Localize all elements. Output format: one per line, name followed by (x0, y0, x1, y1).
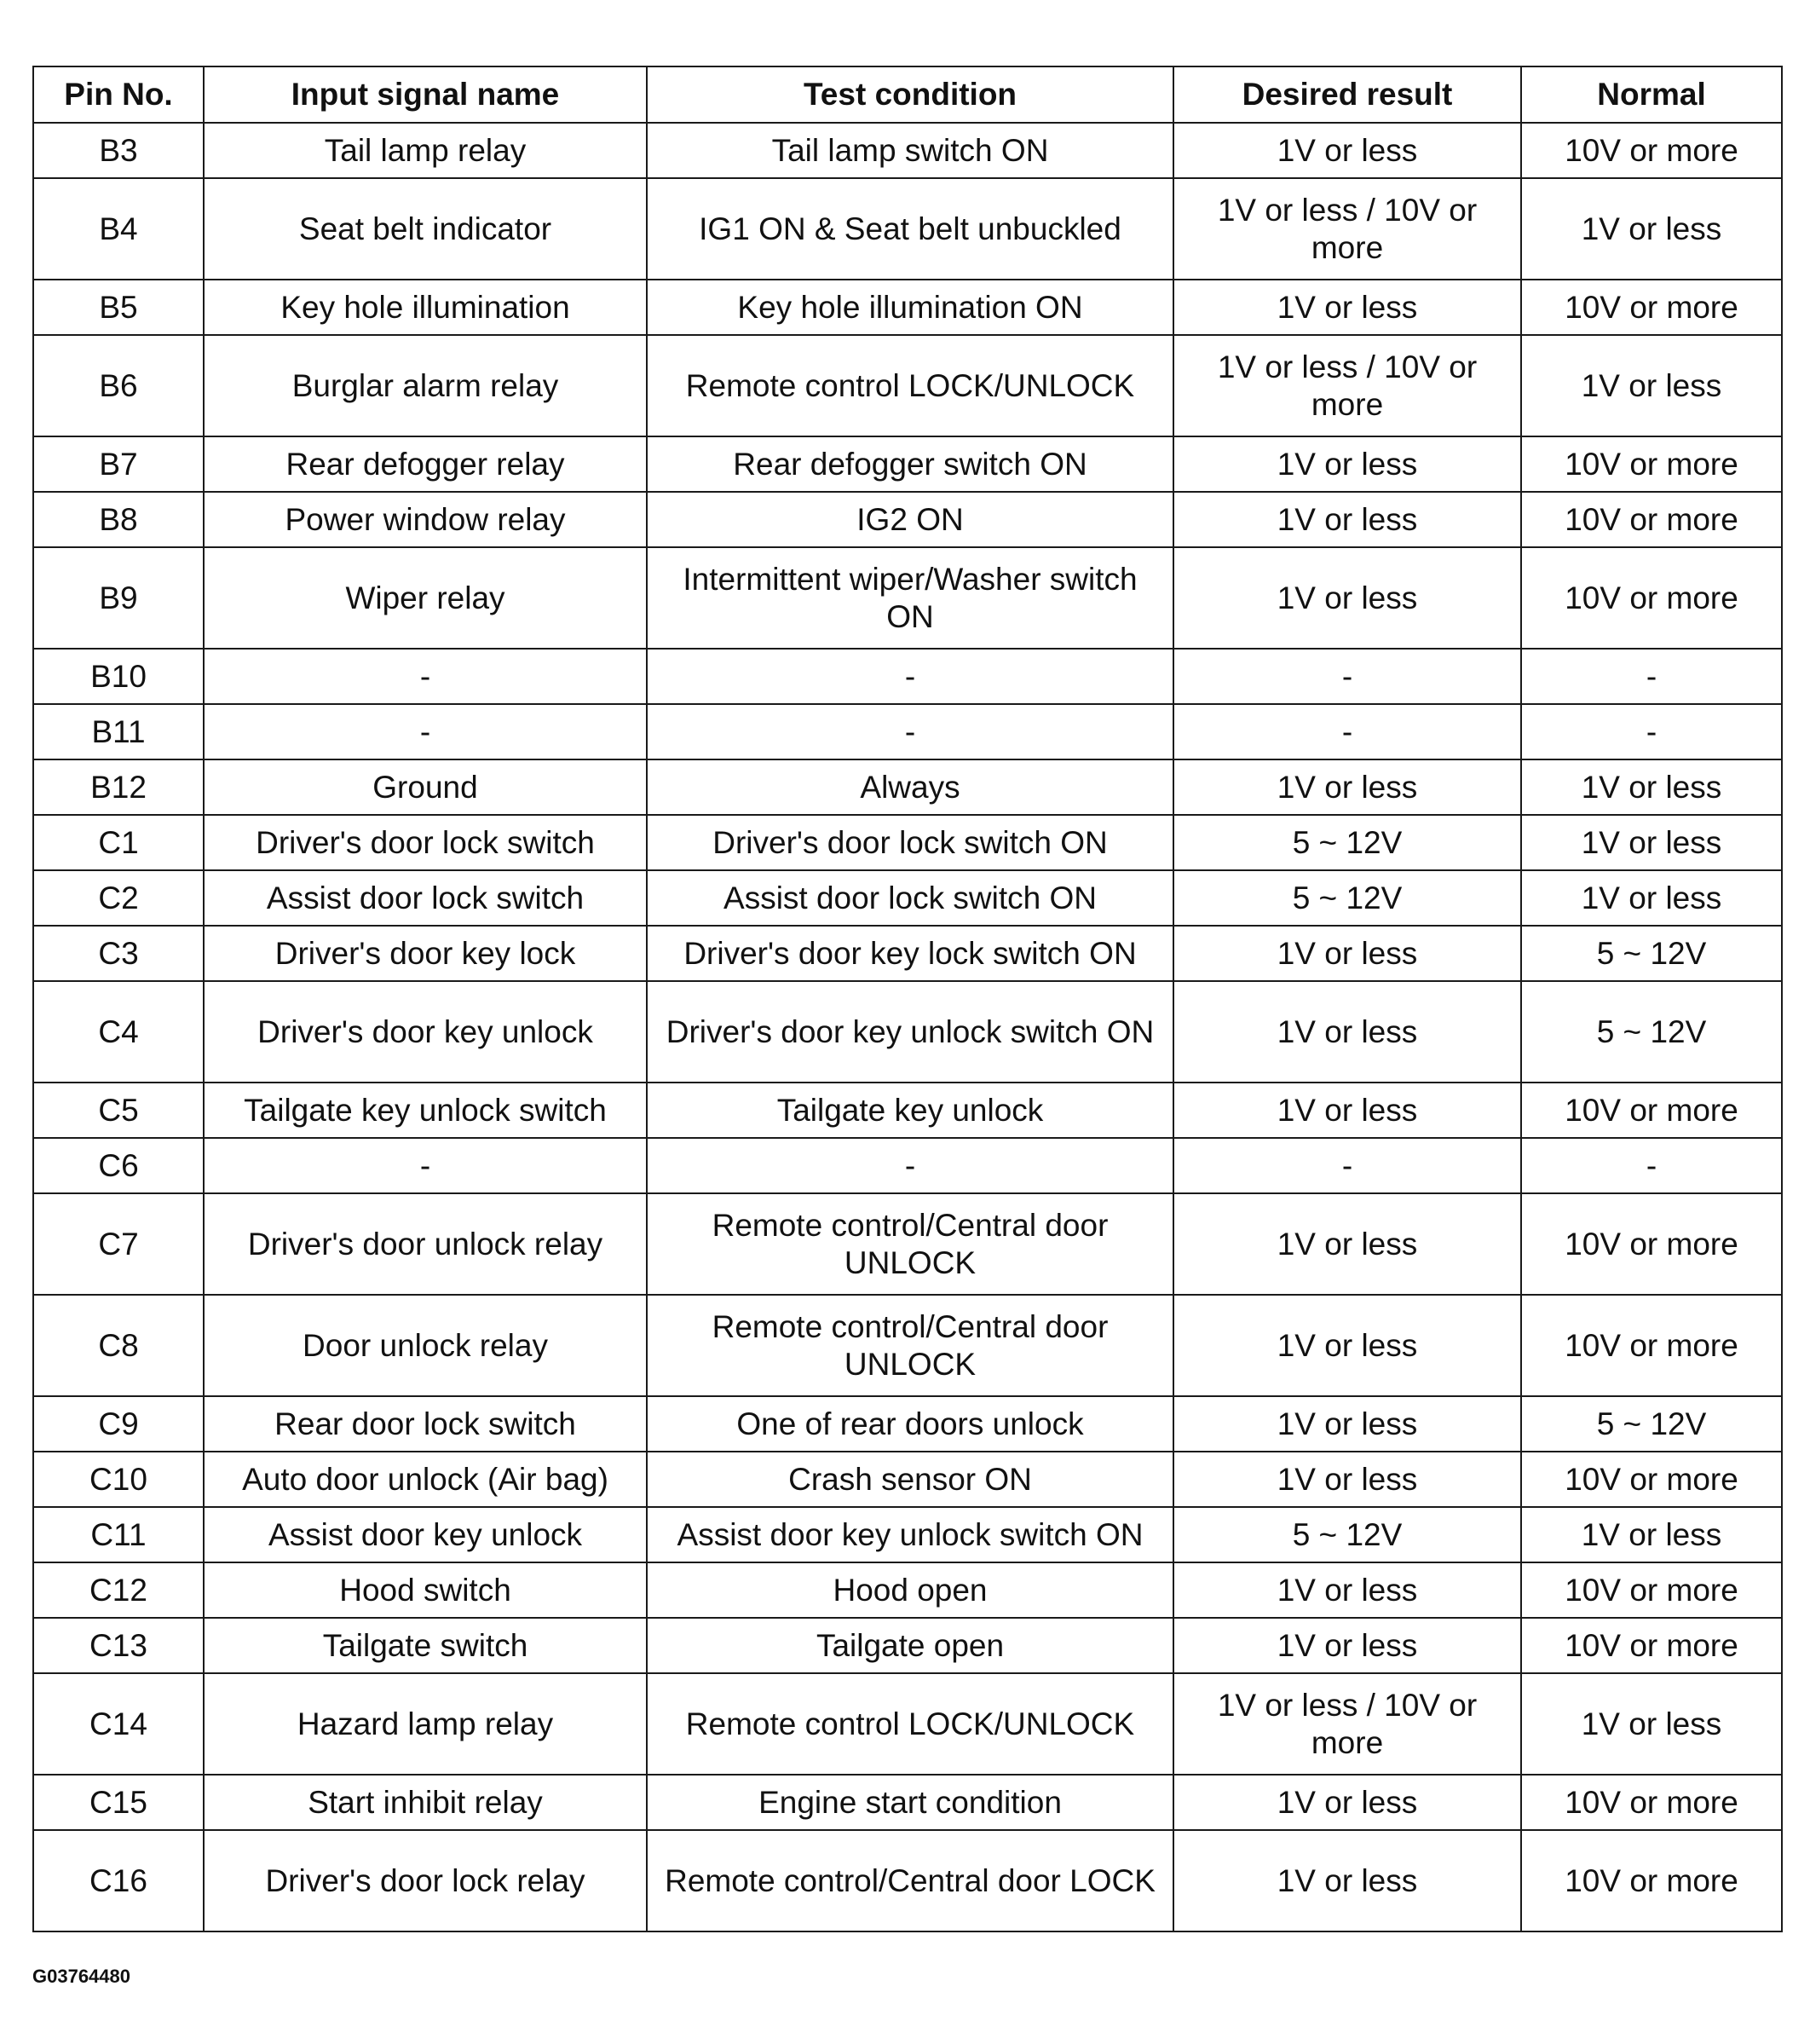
table-row (33, 1830, 1782, 1931)
input-signal-name-cell: Key hole illumination (204, 280, 647, 335)
test-condition-cell: IG2 ON (647, 492, 1173, 547)
table-row (33, 1775, 1782, 1830)
test-condition-cell: Remote control LOCK/UNLOCK (647, 1673, 1173, 1775)
desired-result-cell: 1V or less / 10V or more (1173, 335, 1521, 436)
pin-no-cell: C14 (33, 1673, 204, 1775)
table-row (33, 870, 1782, 926)
pin-no-cell: C11 (33, 1507, 204, 1562)
header-input-signal-name: Input signal name (204, 66, 647, 123)
desired-result-cell: 1V or less (1173, 1083, 1521, 1138)
pin-no-cell: B11 (33, 704, 204, 759)
table-row (33, 1507, 1782, 1562)
pin-signal-table (32, 66, 1783, 1932)
normal-cell: 1V or less (1521, 815, 1782, 870)
test-condition-cell: Intermittent wiper/Washer switch ON (647, 547, 1173, 649)
test-condition-cell: Assist door key unlock switch ON (647, 1507, 1173, 1562)
input-signal-name-cell: Hazard lamp relay (204, 1673, 647, 1775)
pin-no-cell: C10 (33, 1452, 204, 1507)
test-condition-cell: - (647, 704, 1173, 759)
desired-result-cell: 1V or less (1173, 547, 1521, 649)
test-condition-cell: Driver's door lock switch ON (647, 815, 1173, 870)
input-signal-name-cell: - (204, 704, 647, 759)
table-row (33, 123, 1782, 178)
normal-cell: 10V or more (1521, 1830, 1782, 1931)
input-signal-name-cell: Rear defogger relay (204, 436, 647, 492)
desired-result-cell: 1V or less (1173, 926, 1521, 981)
pin-no-cell: C8 (33, 1295, 204, 1396)
input-signal-name-cell: Wiper relay (204, 547, 647, 649)
desired-result-cell: - (1173, 649, 1521, 704)
input-signal-name-cell: Power window relay (204, 492, 647, 547)
pin-no-cell: C4 (33, 981, 204, 1083)
input-signal-name-cell: Door unlock relay (204, 1295, 647, 1396)
normal-cell: 10V or more (1521, 280, 1782, 335)
test-condition-cell: Crash sensor ON (647, 1452, 1173, 1507)
desired-result-cell: 1V or less (1173, 492, 1521, 547)
table-row (33, 1673, 1782, 1775)
desired-result-cell: - (1173, 1138, 1521, 1193)
pin-no-cell: C12 (33, 1562, 204, 1618)
desired-result-cell: 1V or less (1173, 981, 1521, 1083)
input-signal-name-cell: Assist door key unlock (204, 1507, 647, 1562)
test-condition-cell: Tailgate open (647, 1618, 1173, 1673)
normal-cell: 1V or less (1521, 178, 1782, 280)
pin-no-cell: C13 (33, 1618, 204, 1673)
normal-cell: - (1521, 1138, 1782, 1193)
test-condition-cell: Remote control LOCK/UNLOCK (647, 335, 1173, 436)
normal-cell: 10V or more (1521, 436, 1782, 492)
table-row (33, 1618, 1782, 1673)
pin-no-cell: C16 (33, 1830, 204, 1931)
input-signal-name-cell: Driver's door lock relay (204, 1830, 647, 1931)
input-signal-name-cell: - (204, 1138, 647, 1193)
input-signal-name-cell: Driver's door lock switch (204, 815, 647, 870)
table-row (33, 492, 1782, 547)
test-condition-cell: Tailgate key unlock (647, 1083, 1173, 1138)
pin-no-cell: B12 (33, 759, 204, 815)
pin-no-cell: C7 (33, 1193, 204, 1295)
normal-cell: 1V or less (1521, 870, 1782, 926)
test-condition-cell: Always (647, 759, 1173, 815)
test-condition-cell: IG1 ON & Seat belt unbuckled (647, 178, 1173, 280)
normal-cell: 5 ~ 12V (1521, 981, 1782, 1083)
normal-cell: 10V or more (1521, 123, 1782, 178)
normal-cell: 10V or more (1521, 1193, 1782, 1295)
pin-no-cell: C15 (33, 1775, 204, 1830)
table-row (33, 178, 1782, 280)
pin-no-cell: B10 (33, 649, 204, 704)
test-condition-cell: Key hole illumination ON (647, 280, 1173, 335)
normal-cell: 5 ~ 12V (1521, 1396, 1782, 1452)
pin-no-cell: C5 (33, 1083, 204, 1138)
input-signal-name-cell: Driver's door unlock relay (204, 1193, 647, 1295)
input-signal-name-cell: Tailgate key unlock switch (204, 1083, 647, 1138)
desired-result-cell: 1V or less (1173, 436, 1521, 492)
desired-result-cell: 5 ~ 12V (1173, 870, 1521, 926)
table-row (33, 1295, 1782, 1396)
pin-no-cell: C3 (33, 926, 204, 981)
desired-result-cell: 1V or less (1173, 280, 1521, 335)
normal-cell: 10V or more (1521, 492, 1782, 547)
normal-cell: 10V or more (1521, 1452, 1782, 1507)
normal-cell: 10V or more (1521, 1295, 1782, 1396)
header-pin-no: Pin No. (33, 66, 204, 123)
table-row (33, 981, 1782, 1083)
test-condition-cell: Tail lamp switch ON (647, 123, 1173, 178)
normal-cell: 1V or less (1521, 1673, 1782, 1775)
table-row (33, 815, 1782, 870)
header-desired-result: Desired result (1173, 66, 1521, 123)
pin-no-cell: C2 (33, 870, 204, 926)
normal-cell: - (1521, 649, 1782, 704)
table-header-row (33, 66, 1782, 123)
desired-result-cell: - (1173, 704, 1521, 759)
pin-no-cell: B7 (33, 436, 204, 492)
desired-result-cell: 5 ~ 12V (1173, 1507, 1521, 1562)
table-row (33, 1452, 1782, 1507)
table-row (33, 1562, 1782, 1618)
normal-cell: 10V or more (1521, 1618, 1782, 1673)
table-row (33, 1083, 1782, 1138)
test-condition-cell: One of rear doors unlock (647, 1396, 1173, 1452)
desired-result-cell: 1V or less (1173, 1396, 1521, 1452)
test-condition-cell: Hood open (647, 1562, 1173, 1618)
desired-result-cell: 1V or less (1173, 1295, 1521, 1396)
table-row (33, 704, 1782, 759)
table-row (33, 335, 1782, 436)
pin-no-cell: C1 (33, 815, 204, 870)
desired-result-cell: 1V or less (1173, 1193, 1521, 1295)
input-signal-name-cell: Tail lamp relay (204, 123, 647, 178)
desired-result-cell: 1V or less (1173, 759, 1521, 815)
input-signal-name-cell: Ground (204, 759, 647, 815)
test-condition-cell: Remote control/Central door UNLOCK (647, 1193, 1173, 1295)
pin-no-cell: B4 (33, 178, 204, 280)
desired-result-cell: 1V or less (1173, 1618, 1521, 1673)
pin-no-cell: C9 (33, 1396, 204, 1452)
test-condition-cell: Driver's door key lock switch ON (647, 926, 1173, 981)
table-row (33, 649, 1782, 704)
normal-cell: 10V or more (1521, 1562, 1782, 1618)
input-signal-name-cell: Start inhibit relay (204, 1775, 647, 1830)
input-signal-name-cell: Burglar alarm relay (204, 335, 647, 436)
normal-cell: 10V or more (1521, 547, 1782, 649)
test-condition-cell: Driver's door key unlock switch ON (647, 981, 1173, 1083)
normal-cell: 1V or less (1521, 759, 1782, 815)
test-condition-cell: Engine start condition (647, 1775, 1173, 1830)
table-row (33, 547, 1782, 649)
pin-no-cell: B9 (33, 547, 204, 649)
test-condition-cell: Remote control/Central door LOCK (647, 1830, 1173, 1931)
figure-id: G03764480 (32, 1966, 130, 1987)
normal-cell: 10V or more (1521, 1775, 1782, 1830)
input-signal-name-cell: Assist door lock switch (204, 870, 647, 926)
test-condition-cell: - (647, 1138, 1173, 1193)
test-condition-cell: Rear defogger switch ON (647, 436, 1173, 492)
desired-result-cell: 1V or less (1173, 1830, 1521, 1931)
desired-result-cell: 1V or less / 10V or more (1173, 178, 1521, 280)
input-signal-name-cell: Seat belt indicator (204, 178, 647, 280)
normal-cell: 1V or less (1521, 335, 1782, 436)
table-row (33, 1396, 1782, 1452)
desired-result-cell: 1V or less (1173, 1452, 1521, 1507)
pin-no-cell: C6 (33, 1138, 204, 1193)
input-signal-name-cell: Hood switch (204, 1562, 647, 1618)
normal-cell: 5 ~ 12V (1521, 926, 1782, 981)
table-row (33, 1138, 1782, 1193)
test-condition-cell: Assist door lock switch ON (647, 870, 1173, 926)
input-signal-name-cell: Driver's door key unlock (204, 981, 647, 1083)
desired-result-cell: 1V or less (1173, 1562, 1521, 1618)
input-signal-name-cell: Tailgate switch (204, 1618, 647, 1673)
header-normal: Normal (1521, 66, 1782, 123)
desired-result-cell: 5 ~ 12V (1173, 815, 1521, 870)
desired-result-cell: 1V or less (1173, 123, 1521, 178)
normal-cell: - (1521, 704, 1782, 759)
table-row (33, 926, 1782, 981)
test-condition-cell: Remote control/Central door UNLOCK (647, 1295, 1173, 1396)
desired-result-cell: 1V or less (1173, 1775, 1521, 1830)
normal-cell: 1V or less (1521, 1507, 1782, 1562)
input-signal-name-cell: Rear door lock switch (204, 1396, 647, 1452)
desired-result-cell: 1V or less / 10V or more (1173, 1673, 1521, 1775)
pin-no-cell: B3 (33, 123, 204, 178)
pin-no-cell: B8 (33, 492, 204, 547)
pin-no-cell: B5 (33, 280, 204, 335)
table-row (33, 280, 1782, 335)
input-signal-name-cell: Driver's door key lock (204, 926, 647, 981)
normal-cell: 10V or more (1521, 1083, 1782, 1138)
table-row (33, 759, 1782, 815)
table-row (33, 1193, 1782, 1295)
pin-no-cell: B6 (33, 335, 204, 436)
test-condition-cell: - (647, 649, 1173, 704)
header-test-condition: Test condition (647, 66, 1173, 123)
input-signal-name-cell: - (204, 649, 647, 704)
table-row (33, 436, 1782, 492)
input-signal-name-cell: Auto door unlock (Air bag) (204, 1452, 647, 1507)
